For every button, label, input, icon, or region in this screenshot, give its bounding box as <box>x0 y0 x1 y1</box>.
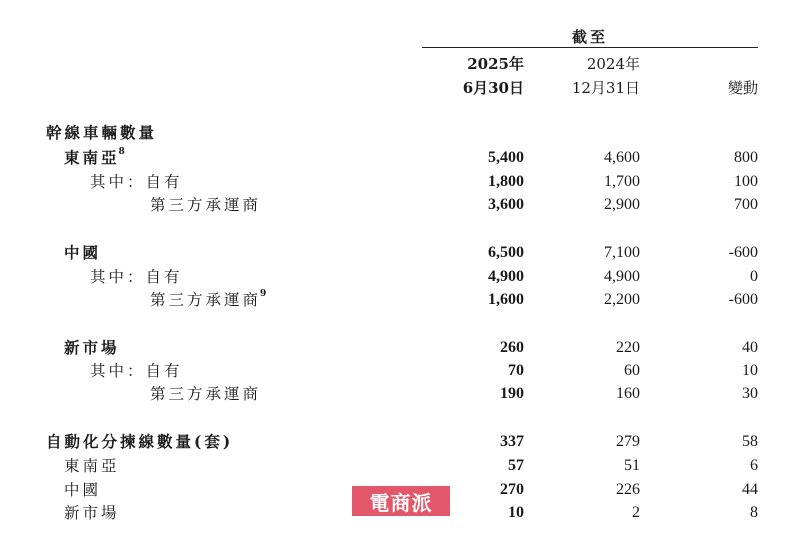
row-label-text: 新市場 <box>64 338 120 357</box>
value-change: 6 <box>750 457 758 474</box>
row-label <box>90 265 183 289</box>
value-2025-jun: 260 <box>500 339 524 356</box>
col2-header-date: 12月31日 <box>571 79 640 97</box>
header-title: 截至 <box>571 28 608 46</box>
row-label <box>150 382 261 406</box>
value-change: 30 <box>742 385 758 402</box>
col3-header: 變動 <box>727 79 758 97</box>
value-change: 40 <box>742 339 758 356</box>
value-2025-jun: 4,900 <box>488 268 524 285</box>
value-change: -600 <box>728 244 758 261</box>
value-2025-jun: 1,600 <box>488 291 524 308</box>
value-2024-dec: 2,900 <box>604 196 640 213</box>
value-2024-dec: 2 <box>632 504 640 521</box>
col1-header-date: 6月30日 <box>462 79 524 97</box>
value-change: 58 <box>742 433 758 450</box>
value-2024-dec: 279 <box>616 433 640 450</box>
row-label-text: 其中：自有 <box>90 362 183 380</box>
row-label <box>46 430 233 454</box>
row-label-text: 第三方承運商 <box>150 291 262 309</box>
row-label <box>90 359 183 383</box>
row-label-text: 中國 <box>64 481 102 499</box>
row-label <box>150 193 261 217</box>
value-2025-jun: 190 <box>500 385 524 402</box>
value-2025-jun: 337 <box>500 433 524 450</box>
header-divider <box>422 47 758 48</box>
row-label <box>90 170 183 194</box>
row-label-text: 自動化分揀線數量(套) <box>46 432 234 451</box>
value-2025-jun: 3,600 <box>488 196 524 213</box>
value-2025-jun: 5,400 <box>488 149 524 166</box>
row-label <box>64 336 120 360</box>
value-2024-dec: 51 <box>624 457 640 474</box>
value-change: 0 <box>750 268 758 285</box>
value-2024-dec: 7,100 <box>604 244 640 261</box>
value-2025-jun: 70 <box>508 362 524 379</box>
value-change: 10 <box>742 362 758 379</box>
row-label-text: 中國 <box>64 243 102 262</box>
watermark-logo: 電商派 <box>352 486 450 516</box>
row-label <box>64 146 125 170</box>
row-label-text: 第三方承運商 <box>150 196 262 214</box>
row-label <box>64 454 120 478</box>
value-2024-dec: 60 <box>624 362 640 379</box>
value-2024-dec: 2,200 <box>604 291 640 308</box>
value-2024-dec: 4,600 <box>604 149 640 166</box>
row-label-text: 東南亞 <box>64 148 120 167</box>
row-label <box>150 288 266 312</box>
row-label-text: 幹線車輛數量 <box>46 123 158 142</box>
row-label <box>46 121 157 145</box>
value-2024-dec: 4,900 <box>604 268 640 285</box>
col2-header-year: 2024年 <box>586 55 640 73</box>
value-change: 800 <box>734 149 758 166</box>
value-change: 8 <box>750 504 758 521</box>
value-2025-jun: 57 <box>508 457 524 474</box>
value-change: 100 <box>734 173 758 190</box>
value-2025-jun: 10 <box>508 504 524 521</box>
value-2025-jun: 1,800 <box>488 173 524 190</box>
row-label-text: 其中：自有 <box>90 173 183 191</box>
row-label <box>64 478 101 502</box>
row-label-text: 東南亞 <box>64 457 120 475</box>
value-change: -600 <box>728 291 758 308</box>
row-label-text: 第三方承運商 <box>150 385 262 403</box>
col1-header-year: 2025年 <box>467 55 524 73</box>
row-label-text: 其中：自有 <box>90 268 183 286</box>
value-2024-dec: 226 <box>616 481 640 498</box>
value-change: 700 <box>734 196 758 213</box>
value-2025-jun: 270 <box>500 481 524 498</box>
footnote-marker: 8 <box>118 147 125 157</box>
row-label <box>64 501 120 525</box>
value-2024-dec: 220 <box>616 339 640 356</box>
row-label <box>64 241 101 265</box>
value-2024-dec: 1,700 <box>604 173 640 190</box>
value-2025-jun: 6,500 <box>488 244 524 261</box>
row-label-text: 新市場 <box>64 504 120 522</box>
value-change: 44 <box>742 481 758 498</box>
footnote-marker: 9 <box>260 289 267 299</box>
value-2024-dec: 160 <box>616 385 640 402</box>
